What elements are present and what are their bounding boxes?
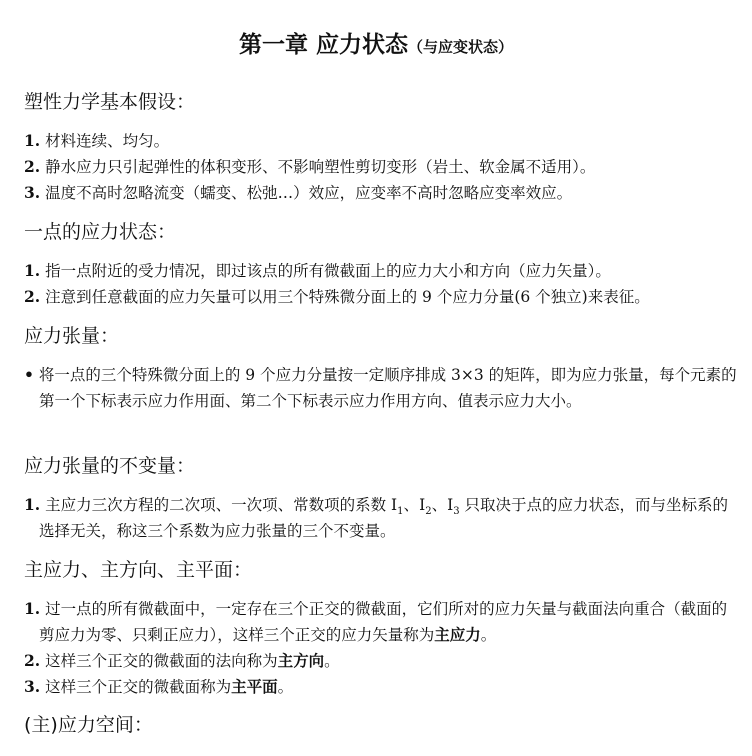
section-heading-stress-space: (主)应力空间： [24,714,153,736]
section-heading-principal: 主应力、主方向、主平面： [24,559,253,581]
list-item: 2. 这样三个正交的微截面的法向称为主方向。 [24,651,340,670]
list-item: 2. 注意到任意截面的应力矢量可以用三个特殊微分面上的 9 个应力分量(6 个独立)来表征。 [24,287,650,306]
list-item: 1. 材料连续、均匀。 [24,131,170,150]
list-item: 2. 静水应力只引起弹性的体积变形、不影响塑性剪切变形（岩土、软金属不适用）。 [24,157,596,176]
list-item: 1. 过一点的所有微截面中，一定存在三个正交的微截面，它们所对的应力矢量与截面法向重合（截面的剪应力为零、只剩正应力），这样三个正交的应力矢量称为主应力。 [24,599,728,644]
list-item: 1. 主应力三次方程的二次项、一次项、常数项的系数 $I_1$、$I_2$、$I_3$ 只取决于点的应力状态，而与坐标系的选择无关，称这三个系数为应力张量的三个不变量。 [24,495,729,540]
list-item: • 将一点的三个特殊微分面上的 9 个应力分量按一定顺序排成 3×3 的矩阵，即为应力张量，每个元素的第一个下标表示应力作用面、第二个下标表示应力作用方向、值表示应力大小。 [24,365,737,410]
page-title [0,28,752,64]
title-main: 第一章 应力状态 [238,32,408,58]
section-heading-invariants: 应力张量的不变量： [24,455,196,477]
section-heading-stress-state: 一点的应力状态： [24,221,177,243]
list-item: 3. 这样三个正交的微截面称为主平面。 [24,677,294,696]
section-heading-stress-tensor: 应力张量： [24,325,120,347]
list-item: 1. 指一点附近的受力情况，即过该点的所有微截面上的应力大小和方向（应力矢量）。 [24,261,611,280]
section-heading-assumptions: 塑性力学基本假设： [24,91,196,113]
list-item: 3. 温度不高时忽略流变（蠕变、松弛…）效应，应变率不高时忽略应变率效应。 [24,183,573,202]
title-subtitle: （与应变状态） [408,38,514,56]
